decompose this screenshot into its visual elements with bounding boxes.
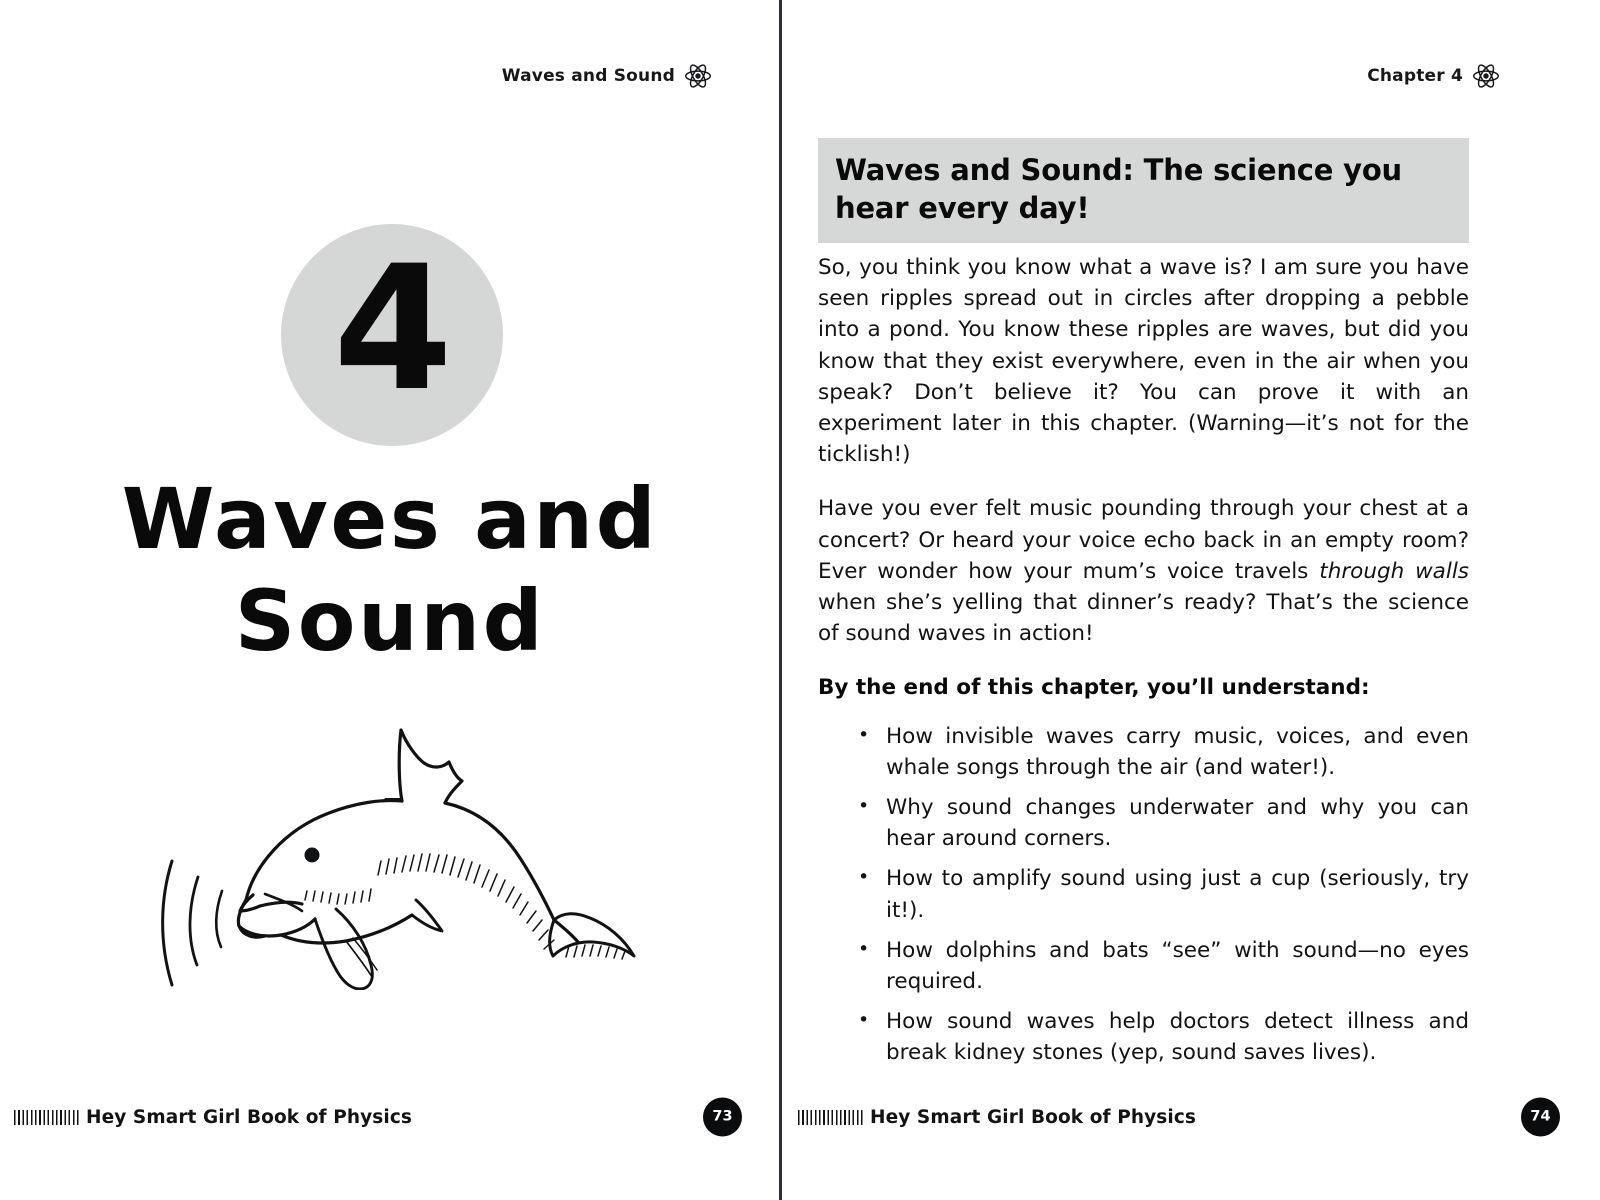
chapter-title — [60, 468, 720, 673]
dolphin-illustration — [150, 695, 650, 990]
paragraph-1: So, you think you know what a wave is? I am sure you have seen ripples spread out in circles after dropping a pebble into a pond. You know these ripples are waves, but did you know that they exist everywhere, even in the air when you speak? Don’t believe it? You can prove it with an experiment later in this chapter. (Warning—it’s not for the ticklish!) — [818, 255, 1469, 468]
paragraph-2-part-2: when she’s yelling that dinner’s ready? That’s the science of sound waves in action! — [818, 590, 1469, 647]
running-head-right-label: Chapter 4 — [1367, 66, 1463, 86]
chapter-title-line-1: Waves and — [121, 470, 659, 568]
page-number-badge — [703, 1098, 742, 1137]
page-gutter-divider — [779, 0, 782, 1200]
chapter-title-line-2: Sound — [234, 572, 546, 671]
list-item: • How invisible waves carry music, voices, and even whale songs through the air (and water!). — [818, 721, 1469, 783]
section-title: Waves and Sound: The science you hear every day! — [835, 153, 1403, 226]
objectives-lead-in: By the end of this chapter, you’ll understand: — [818, 675, 1370, 701]
list-item: • How dolphins and bats “see” with sound—no eyes required. — [818, 935, 1469, 997]
paragraph-2 — [818, 493, 1469, 649]
page-number: 73 — [712, 1108, 733, 1125]
footer-book-title: Hey Smart Girl Book of Physics — [86, 1106, 413, 1128]
footer-left — [14, 1094, 742, 1140]
section-title-banner — [818, 138, 1469, 243]
hatch-rule-icon — [798, 1110, 864, 1125]
atom-icon — [684, 62, 712, 90]
list-item: • How sound waves help doctors detect illness and break kidney stones (yep, sound saves lives). — [818, 1006, 1469, 1068]
list-item: • How to amplify sound using just a cup (seriously, try it!). — [818, 863, 1469, 925]
footer-book-title: Hey Smart Girl Book of Physics — [870, 1106, 1197, 1128]
running-head-left-label: Waves and Sound — [501, 66, 675, 86]
footer-right — [798, 1094, 1560, 1140]
list-item: • Why sound changes underwater and why you can hear around corners. — [818, 792, 1469, 854]
chapter-number: 4 — [333, 228, 451, 429]
running-head-left — [502, 62, 712, 90]
page-number-badge — [1521, 1098, 1560, 1137]
atom-icon — [1472, 62, 1500, 90]
right-page — [780, 0, 1600, 1200]
page-number: 74 — [1530, 1108, 1551, 1125]
paragraph-2-part-1: Have you ever felt music pounding through your chest at a concert? Or heard your voice echo back in an empty room? Ever wonder how your mum’s voice travels — [818, 496, 1469, 584]
objectives-list — [818, 721, 1469, 1069]
chapter-number-badge — [281, 224, 503, 446]
left-page — [0, 0, 780, 1200]
running-head-right — [1367, 62, 1500, 90]
hatch-rule-icon — [14, 1110, 80, 1125]
paragraph-2-emphasis: through walls — [1319, 558, 1469, 584]
body-column — [818, 252, 1469, 1078]
